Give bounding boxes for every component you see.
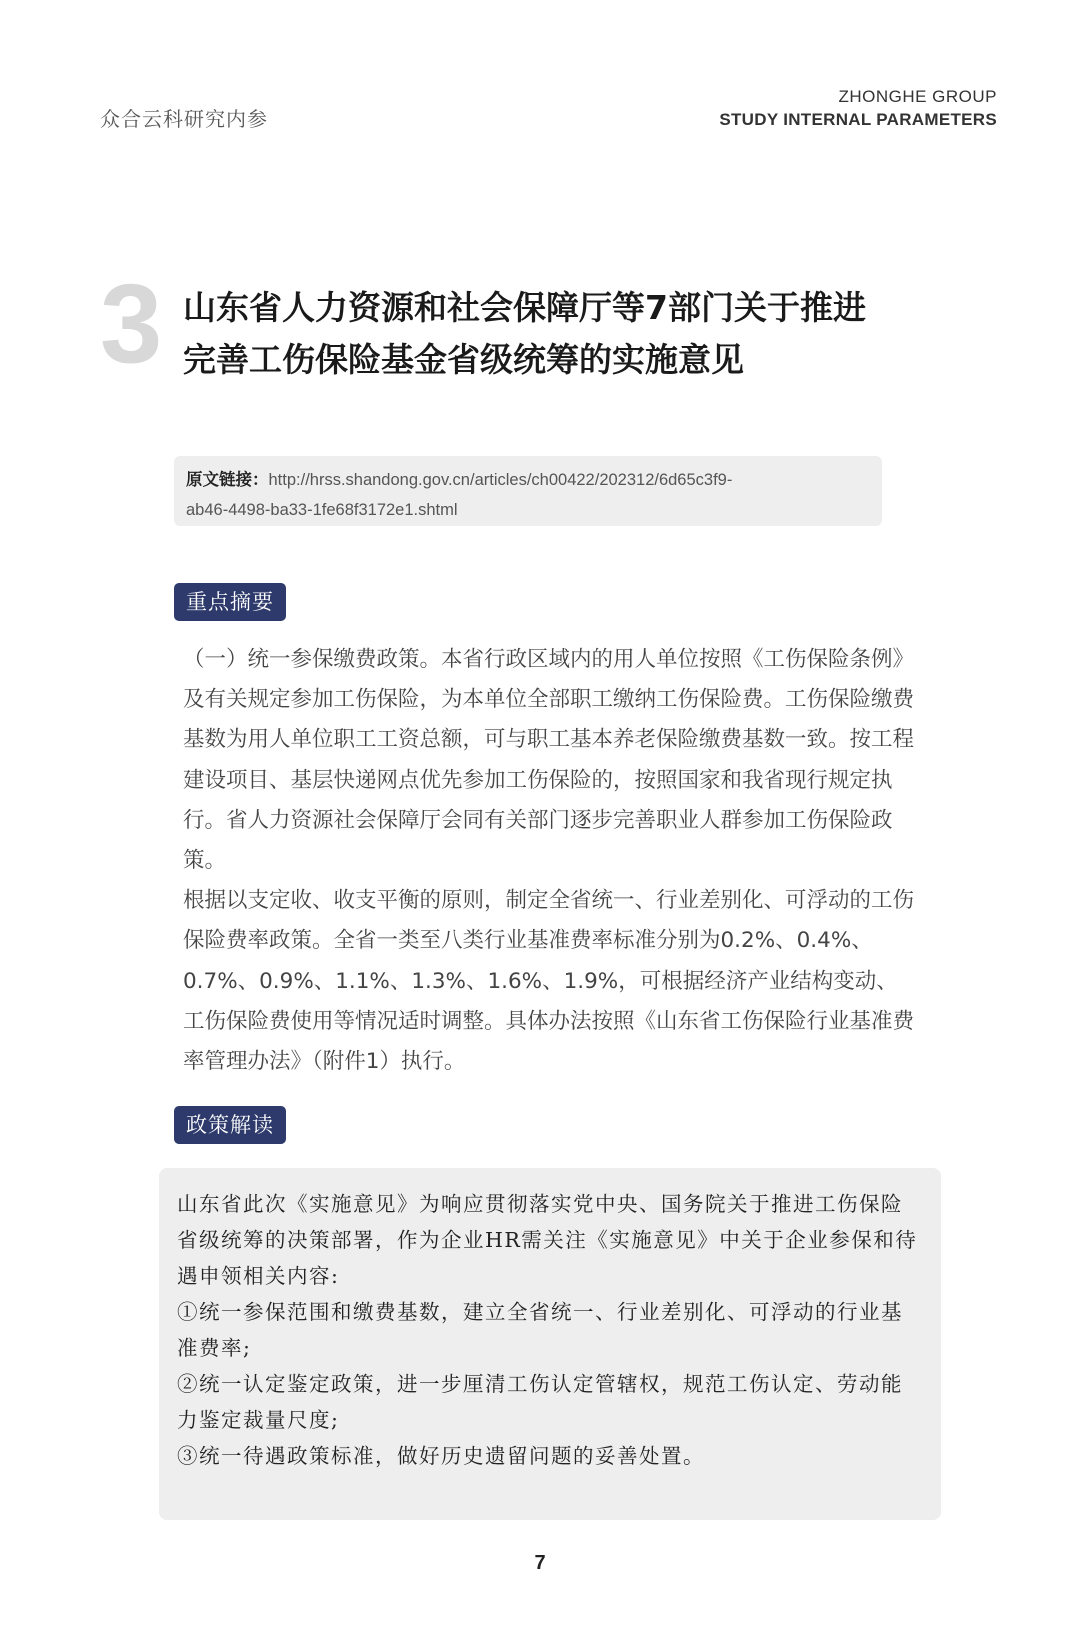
interpretation-box xyxy=(159,1168,941,1520)
interpretation-item-2: ②统一认定鉴定政策，进一步厘清工伤认定管辖权，规范工伤认定、劳动能力鉴定裁量尺度; xyxy=(177,1372,903,1432)
page-number: 7 xyxy=(534,1552,546,1574)
summary-badge: 重点摘要 xyxy=(174,583,286,621)
brand-subtitle: STUDY INTERNAL PARAMETERS xyxy=(719,110,997,129)
interpretation-intro: 山东省此次《实施意见》为响应贯彻落实党中央、国务院关于推进工伤保险省级统筹的决策部署，作为企业HR需关注《实施意见》中关于企业参保和待遇申领相关内容: xyxy=(177,1192,918,1288)
brand-name: ZHONGHE GROUP xyxy=(838,87,997,106)
source-link-url-part-2[interactable]: ab46-4498-ba33-1fe68f3172e1.shtml xyxy=(186,501,458,519)
article-title-line-2: 完善工伤保险基金省级统筹的实施意见 xyxy=(183,340,744,379)
interpretation-badge: 政策解读 xyxy=(174,1106,286,1144)
source-link-line-1 xyxy=(186,465,870,495)
summary-text xyxy=(183,640,919,1082)
article-title-line-1: 山东省人力资源和社会保障厅等7部门关于推进 xyxy=(183,288,866,327)
publication-title: 众合云科研究内参 xyxy=(100,107,268,131)
summary-paragraph-2: 根据以支定收、收支平衡的原则，制定全省统一、行业差别化、可浮动的工伤保险费率政策。全省一类至八类行业基准费率标准分别为0.2%、0.4%、0.7%、0.9%、1.1%、1.3%、1.6%、1.9%，可根据经济产业结构变动、工伤保险费使用等情况适时调整。具体办法按照《山东省工伤保险行业基准费率管理办法》（附件1）执行。 xyxy=(183,888,915,1075)
source-link-box xyxy=(174,456,882,526)
section-number: 3 xyxy=(100,261,163,386)
brand-block xyxy=(719,87,997,130)
article-title xyxy=(183,282,943,386)
interpretation-item-1: ①统一参保范围和缴费基数，建立全省统一、行业差别化、可浮动的行业基准费率; xyxy=(177,1300,903,1360)
source-link-url-part-1[interactable]: http://hrss.shandong.gov.cn/articles/ch00422/202312/6d65c3f9- xyxy=(268,471,733,489)
interpretation-item-3: ③统一待遇政策标准，做好历史遗留问题的妥善处置。 xyxy=(177,1444,705,1468)
source-link-label: 原文链接： xyxy=(186,470,269,489)
summary-paragraph-1: （一）统一参保缴费政策。本省行政区域内的用人单位按照《工伤保险条例》及有关规定参加工伤保险，为本单位全部职工缴纳工伤保险费。工伤保险缴费基数为用人单位职工工资总额，可与职工基本养老保险缴费基数一致。按工程建设项目、基层快递网点优先参加工伤保险的，按照国家和我省现行规定执行。省人力资源社会保障厅会同有关部门逐步完善职业人群参加工伤保险政策。 xyxy=(183,647,915,874)
